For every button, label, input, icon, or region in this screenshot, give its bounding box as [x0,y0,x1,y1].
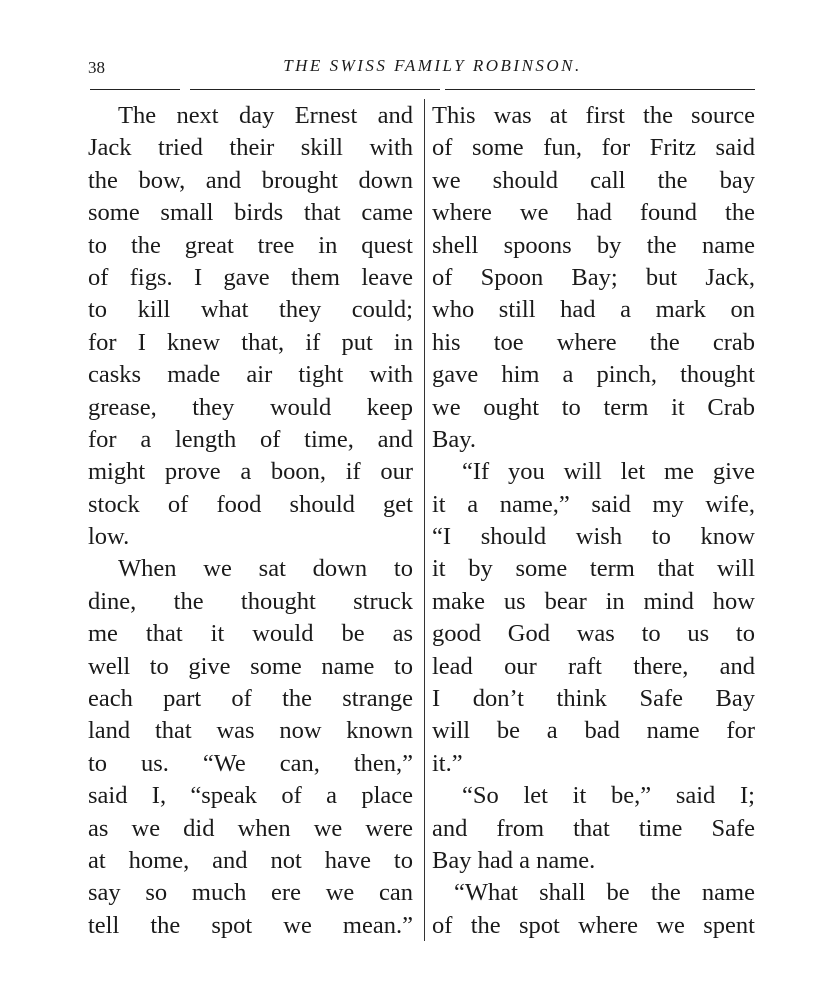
text-line: it.” [432,749,463,777]
text-line: dine, the thought struck [88,587,413,615]
text-line: well to give some name to [88,652,413,680]
text-line: make us bear in mind how [432,587,755,615]
text-line: we ought to term it Crab [432,393,755,421]
text-line: of figs. I gave them leave [88,263,413,291]
text-line: his toe where the crab [432,328,755,356]
column-divider [424,99,425,941]
page-number: 38 [88,58,105,77]
text-line: to the great tree in quest [88,231,413,259]
text-line: me that it would be as [88,620,413,648]
text-line: good God was to us to [432,620,755,648]
text-line: “So let it be,” said I; [462,782,755,810]
text-line: at home, and not have to [88,846,413,874]
text-line: as we did when we were [88,814,413,842]
text-line: Bay. [432,425,476,453]
text-line: say so much ere we can [88,879,413,907]
text-line: some small birds that came [88,199,413,227]
text-line: it a name,” said my wife, [432,490,755,518]
text-line: gave him a pinch, thought [432,361,755,389]
text-line: tell the spot we mean.” [88,911,413,939]
text-line: land that was now known [88,717,413,745]
text-line: “What shall be the name [454,879,755,907]
text-line: Jack tried their skill with [88,134,413,162]
text-line: low. [88,523,130,551]
text-line: lead our raft there, and [432,652,755,680]
text-line: “I should wish to know [432,523,755,551]
text-line: we should call the bay [432,166,755,194]
text-line: grease, they would keep [88,393,413,421]
text-line: and from that time Safe [432,814,755,842]
text-line: This was at first the source [432,102,755,129]
text-line: shell spoons by the name [432,231,755,259]
left-column [88,100,413,942]
text-line: “If you will let me give [462,458,755,486]
text-line: of Spoon Bay; but Jack, [432,263,755,291]
text-line: where we had found the [432,199,755,227]
text-line: who still had a mark on [432,296,755,324]
text-line: each part of the strange [88,685,413,713]
text-line: stock of food should get [88,490,413,518]
text-line: it by some term that will [432,555,755,583]
text-line: The next day Ernest and [118,102,413,129]
text-line: of the spot where we spent [432,911,755,939]
text-line: might prove a boon, if our [88,458,413,486]
text-line: the bow, and brought down [88,166,413,194]
text-line: to us. “We can, then,” [88,749,413,777]
text-line: casks made air tight with [88,361,413,389]
text-line: for a length of time, and [88,425,413,453]
text-line: I don’t think Safe Bay [432,685,755,713]
running-head: THE SWISS FAMILY ROBINSON. [283,56,582,75]
header-rule-left [90,89,180,90]
header-rule-middle [190,89,440,90]
text-line: When we sat down to [118,555,413,583]
text-line: for I knew that, if put in [88,328,413,356]
text-line: said I, “speak of a place [88,782,413,810]
right-column [432,100,755,942]
header-rule-right [445,89,755,90]
text-line: to kill what they could; [88,296,413,324]
text-line: will be a bad name for [432,717,755,745]
text-line: Bay had a name. [432,846,596,874]
text-line: of some fun, for Fritz said [432,134,755,162]
